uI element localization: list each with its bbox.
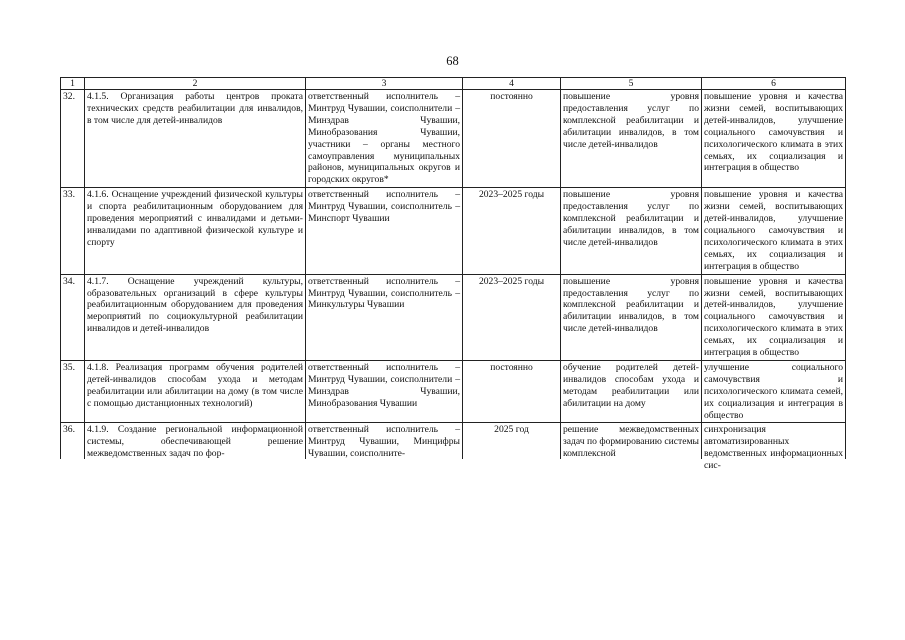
result-cell: повышение уровня предоставления услуг по комплексной реабилитации и абилитации инвалидов, в том числе детей-инвалидов [561, 274, 702, 360]
term-cell: 2023–2025 годы [463, 188, 561, 274]
row-number: 35. [61, 360, 85, 423]
table-row [61, 90, 846, 188]
row-number: 34. [61, 274, 85, 360]
column-number: 4 [463, 78, 561, 90]
result-cell: решение межведомственных задач по формированию системы комплексной [561, 423, 702, 460]
term-cell: постоянно [463, 90, 561, 188]
executors-cell: ответственный исполнитель – Минтруд Чувашии, соисполнитель – Минкультуры Чувашии [306, 274, 463, 360]
effect-cell: повышение уровня и качества жизни семей, воспитывающих детей-инвалидов, улучшение социального самочувствия и психологического климата в этих семьях, их социализация и интеграция в общество [702, 274, 846, 360]
measure-cell: 4.1.6. Оснащение учреждений физической культуры и спорта реабилитационным оборудованием для проведения мероприятий с инвалидами и детьми-инвалидами по адаптивной физической культуре и спорту [85, 188, 306, 274]
measure-cell: 4.1.9. Создание региональной информационной системы, обеспечивающей решение межведомственных задач по фор- [85, 423, 306, 460]
column-number: 5 [561, 78, 702, 90]
term-cell: 2025 год [463, 423, 561, 460]
term-cell: 2023–2025 годы [463, 274, 561, 360]
effect-cell: повышение уровня и качества жизни семей, воспитывающих детей-инвалидов, улучшение социального самочувствия и психологического климата в этих семьях, их социализация и интеграция в общество [702, 90, 846, 188]
effect-cell: улучшение социального самочувствия и психологического климата семей, их социализация и интеграция в общество [702, 360, 846, 423]
table-row [61, 360, 846, 423]
effect-cell: повышение уровня и качества жизни семей, воспитывающих детей-инвалидов, улучшение социального самочувствия и психологического климата в этих семьях, их социализация и интеграция в общество [702, 188, 846, 274]
term-cell: постоянно [463, 360, 561, 423]
result-cell: повышение уровня предоставления услуг по комплексной реабилитации и абилитации инвалидов, в том числе детей-инвалидов [561, 188, 702, 274]
measure-cell: 4.1.7. Оснащение учреждений культуры, образовательных организаций в сфере культуры реабилитационным оборудованием для проведения мероприятий по социокультурной реабилитации инвалидов и детей-инвалидов [85, 274, 306, 360]
result-cell: обучение родителей детей-инвалидов способам ухода и методам реабилитации или абилитации на дому [561, 360, 702, 423]
row-number: 32. [61, 90, 85, 188]
table-row [61, 423, 846, 460]
measure-cell: 4.1.5. Организация работы центров проката технических средств реабилитации для инвалидов, в том числе для детей-инвалидов [85, 90, 306, 188]
column-number: 6 [702, 78, 846, 90]
executors-cell: ответственный исполнитель – Минтруд Чувашии, соисполнители – Минздрав Чувашии, Минобразования Чувашии [306, 360, 463, 423]
column-number: 2 [85, 78, 306, 90]
column-number: 3 [306, 78, 463, 90]
executors-cell: ответственный исполнитель – Минтруд Чувашии, соисполнители – Минздрав Чувашии, Минобразования Чувашии, участники – органы местного самоуправления муниципальных районов, муниципальных округов и городских округов* [306, 90, 463, 188]
measure-cell: 4.1.8. Реализация программ обучения родителей детей-инвалидов способам ухода и методам реабилитации или абилитации на дому (в том числе с помощью дистанционных технологий) [85, 360, 306, 423]
row-number: 36. [61, 423, 85, 460]
column-number-row [61, 78, 846, 90]
table-row [61, 188, 846, 274]
row-number: 33. [61, 188, 85, 274]
table-row [61, 274, 846, 360]
executors-cell: ответственный исполнитель – Минтруд Чувашии, Минцифры Чувашии, соисполните- [306, 423, 463, 460]
result-cell: повышение уровня предоставления услуг по комплексной реабилитации и абилитации инвалидов, в том числе детей-инвалидов [561, 90, 702, 188]
measures-table [60, 77, 846, 472]
executors-cell: ответственный исполнитель – Минтруд Чувашии, соисполнитель – Минспорт Чувашии [306, 188, 463, 274]
page-number: 68 [446, 54, 459, 68]
effect-cell: синхронизация автоматизированных ведомственных информационных сис- [702, 423, 846, 460]
column-number: 1 [61, 78, 85, 90]
